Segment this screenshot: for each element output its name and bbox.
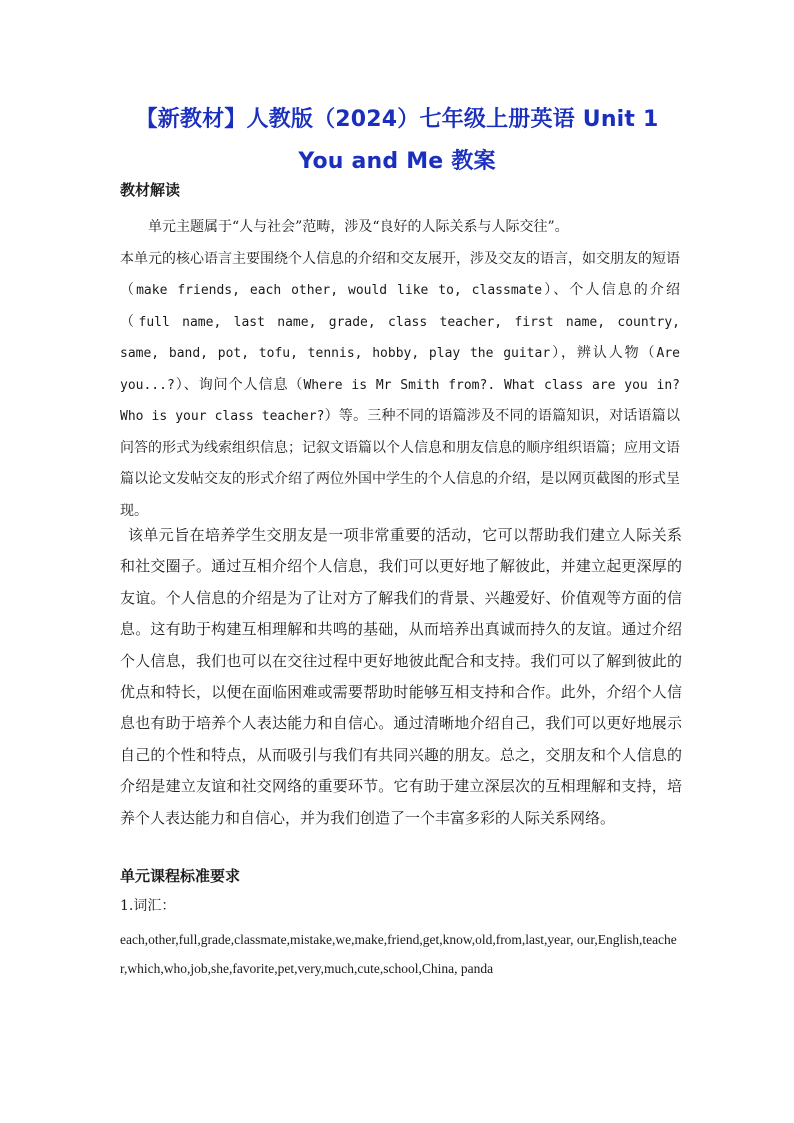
document-title [110,99,684,183]
vocabulary-list: each,other,full,grade,classmate,mistake,we,make,friend,get,know,old,from,last,year, our,English,teacher,which,who,job,she,favorite,pet,very,much,cute,school,China, panda [120,932,677,976]
subheading-vocabulary: 1.词汇： [120,898,176,914]
title-line-1: 【新教材】人教版（2024）七年级上册英语 Unit 1 [135,107,659,132]
title-line-2: You and Me 教案 [298,149,496,174]
section-heading-textbook-analysis: 教材解读 [120,181,181,199]
paragraph-unit-overview: 单元主题属于“人与社会”范畴，涉及“良好的人际关系与人际交往”。 本单元的核心语言主要围绕个人信息的介绍和交友展开，涉及交友的语言，如交朋友的短语（make friends, each other, would like to, classmate）、个人信息的介绍（full name, last name, grade, class teacher, first name, country, same, band, pot, tofu, tennis, hobby, play the guitar），辨认人物（Are you...?）、询问个人信息（Where is Mr Smith from?. What class are you in? Who is your class teacher?）等。三种不同的语篇涉及不同的语篇知识，对话语篇以问答的形式为线索组织信息；记叙文语篇以个人信息和朋友信息的顺序组织语篇；应用文语篇以论文发帖交友的形式介绍了两位外国中学生的个人信息的介绍，是以网页截图的形式呈现。 [120,219,681,519]
section-heading-curriculum-standards: 单元课程标准要求 [120,867,241,885]
paragraph-unit-goals: 该单元旨在培养学生交朋友是一项非常重要的活动，它可以帮助我们建立人际关系和社交圈子。通过互相介绍个人信息，我们可以更好地了解彼此，并建立起更深厚的友谊。个人信息的介绍是为了让对方了解我们的背景、兴趣爱好、价值观等方面的信息。这有助于构建互相理解和共鸣的基础，从而培养出真诚而持久的友谊。通过介绍个人信息，我们也可以在交往过程中更好地彼此配合和支持。我们可以了解到彼此的优点和特长，以便在面临困难或需要帮助时能够互相支持和合作。此外，介绍个人信息也有助于培养个人表达能力和自信心。通过清晰地介绍自己，我们可以更好地展示自己的个性和特点，从而吸引与我们有共同兴趣的朋友。总之，交朋友和个人信息的介绍是建立友谊和社交网络的重要环节。它有助于建立深层次的互相理解和支持，培养个人表达能力和自信心，并为我们创造了一个丰富多彩的人际关系网络。 [120,526,682,827]
